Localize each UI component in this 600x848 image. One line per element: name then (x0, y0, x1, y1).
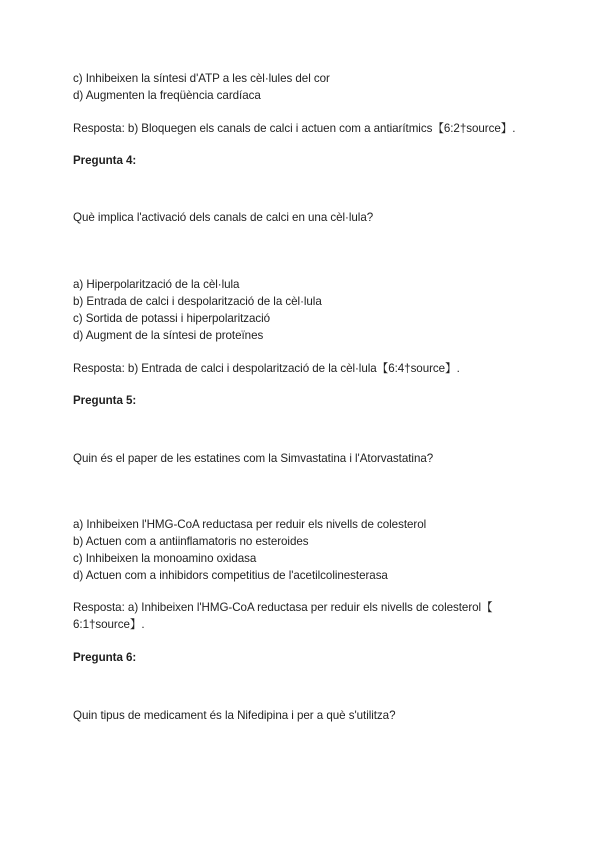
q4-option-a: a) Hiperpolarització de la cèl·lula (73, 278, 240, 291)
q5-question: Quin és el paper de les estatines com la Simvastatina i l'Atorvastatina? (73, 452, 434, 465)
q6-heading: Pregunta 6: (73, 651, 137, 664)
q5-heading: Pregunta 5: (73, 394, 137, 407)
q6-question: Quin tipus de medicament és la Nifedipina i per a què s'utilitza? (73, 709, 396, 722)
q5-option-a: a) Inhibeixen l'HMG-CoA reductasa per reduir els nivells de colesterol (73, 518, 427, 531)
q5-option-c: c) Inhibeixen la monoamino oxidasa (73, 552, 257, 565)
q4-option-d: d) Augment de la síntesi de proteïnes (73, 329, 264, 342)
q3-answer: Resposta: b) Bloquegen els canals de calci i actuen com a antiarítmics【6:2†source】. (73, 122, 516, 135)
q4-heading: Pregunta 4: (73, 154, 137, 167)
q3-option-c: c) Inhibeixen la síntesi d'ATP a les cèl·lules del cor (73, 72, 330, 85)
q5-answer-line1: Resposta: a) Inhibeixen l'HMG-CoA reductasa per reduir els nivells de colesterol【 (73, 601, 493, 614)
q4-option-c: c) Sortida de potassi i hiperpolarització (73, 312, 271, 325)
q4-answer: Resposta: b) Entrada de calci i despolarització de la cèl·lula【6:4†source】. (73, 362, 460, 375)
q5-option-d: d) Actuen com a inhibidors competitius de l'acetilcolinesterasa (73, 569, 388, 582)
q5-option-b: b) Actuen com a antiinflamatoris no esteroides (73, 535, 309, 548)
q4-option-b: b) Entrada de calci i despolarització de la cèl·lula (73, 295, 322, 308)
q3-option-d: d) Augmenten la freqüència cardíaca (73, 89, 261, 102)
q5-answer-line2: 6:1†source】. (73, 618, 145, 631)
q4-question: Què implica l'activació dels canals de calci en una cèl·lula? (73, 211, 374, 224)
